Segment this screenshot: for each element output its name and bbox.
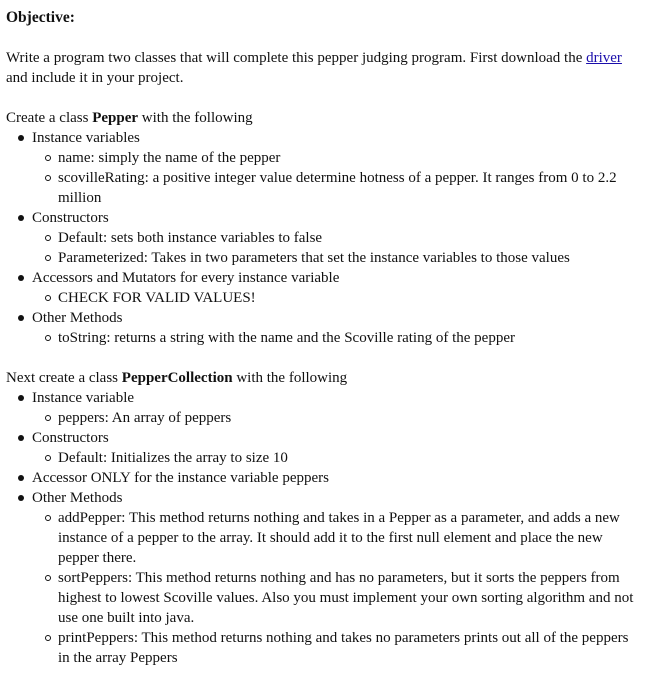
collection-constructors-label: Constructors (32, 430, 109, 446)
list-item: Default: sets both instance variables to false (58, 228, 641, 248)
list-item (32, 388, 641, 428)
intro-text-before: Write a program two classes that will complete this pepper judging program. First download the (6, 50, 587, 66)
list-item: addPepper: This method returns nothing and takes in a Pepper as a parameter, and adds a new instance of a pepper to the array. It should add it to the first null element and place the new pepper there. (58, 508, 641, 568)
pepper-constructors-label: Constructors (32, 210, 109, 226)
pepper-other-methods-label: Other Methods (32, 310, 123, 326)
list-item: toString: returns a string with the name and the Scoville rating of the pepper (58, 328, 641, 348)
list-item: scovilleRating: a positive integer value determine hotness of a pepper. It ranges from 0 to 2.2 million (58, 168, 641, 208)
list-item (32, 208, 641, 268)
pepper-other-methods-list (32, 328, 641, 348)
collection-instance-var-label: Instance variable (32, 390, 135, 406)
pepper-class-name: Pepper (92, 110, 139, 126)
collection-section-lead: Next create a class PepperCollection with the following (6, 370, 348, 386)
collection-requirements-list (6, 388, 641, 668)
list-item: sortPeppers: This method returns nothing and has no parameters, but it sorts the peppers from highest to lowest Scoville values. Also you must implement your own sorting algorithm and not use one built into java. (58, 568, 641, 628)
pepper-requirements-list (6, 128, 641, 348)
collection-instance-vars-list (32, 408, 641, 428)
driver-link[interactable]: driver (586, 50, 622, 66)
pepper-instance-vars-label: Instance variables (32, 130, 140, 146)
list-item: Parameterized: Takes in two parameters that set the instance variables to those values (58, 248, 641, 268)
list-item: Default: Initializes the array to size 10 (58, 448, 641, 468)
collection-other-methods-list (32, 508, 641, 668)
list-item (32, 428, 641, 468)
pepper-constructors-list (32, 228, 641, 268)
objective-heading: Objective: (6, 9, 75, 26)
list-item (32, 488, 641, 668)
collection-constructors-list (32, 448, 641, 468)
section-spacer (6, 348, 641, 368)
list-item: name: simply the name of the pepper (58, 148, 641, 168)
list-item: CHECK FOR VALID VALUES! (58, 288, 641, 308)
list-item (32, 308, 641, 348)
collection-class-name: PepperCollection (121, 370, 233, 386)
list-item (32, 128, 641, 208)
pepper-instance-vars-list (32, 148, 641, 208)
pepper-section-lead: Create a class Pepper with the following (6, 110, 253, 126)
collection-other-methods-label: Other Methods (32, 490, 123, 506)
pepper-accessors-label: Accessors and Mutators for every instance variable (32, 270, 340, 286)
intro-paragraph (6, 48, 641, 88)
list-item: printPeppers: This method returns nothing and takes no parameters prints out all of the peppers in the array Peppers (58, 628, 641, 668)
intro-text-after: and include it in your project. (6, 70, 184, 86)
list-item: peppers: An array of peppers (58, 408, 641, 428)
pepper-accessors-list (32, 288, 641, 308)
list-item: Accessor ONLY for the instance variable peppers (32, 468, 641, 488)
list-item (32, 268, 641, 308)
